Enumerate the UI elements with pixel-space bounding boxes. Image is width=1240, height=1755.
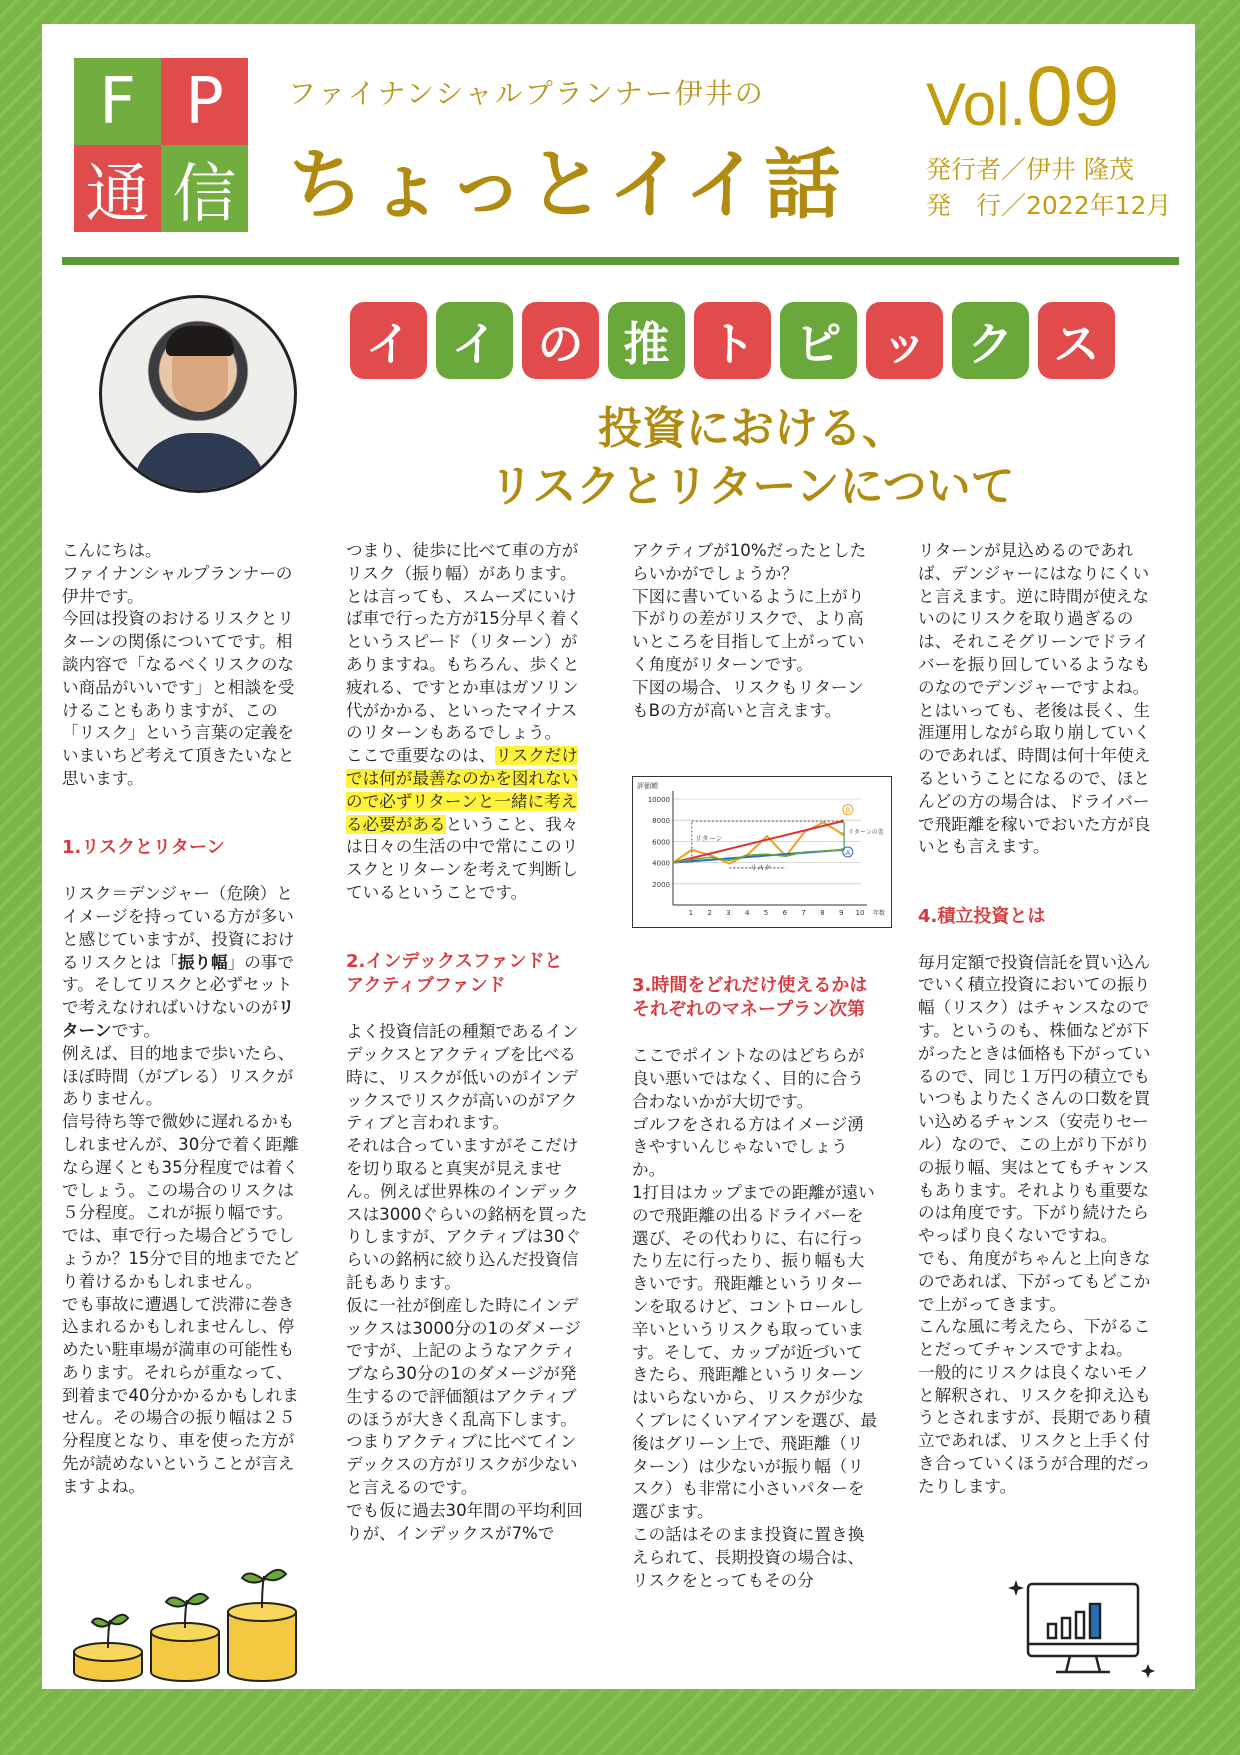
topics-banner [350, 302, 1115, 379]
x-axis-label: 年数 [873, 910, 886, 917]
section-4-para: こんな風に考えたら、下がることだってチャンスですよね。 [918, 1317, 1151, 1360]
topic-char-box: の [522, 302, 599, 379]
coins-sprout-icon [60, 1564, 300, 1684]
risk-return-chart [632, 776, 892, 928]
monitor-chart-icon [1008, 1574, 1158, 1684]
annotation-risk: リスク [750, 864, 771, 873]
topic-char-box: ッ [866, 302, 943, 379]
section-3-para: この話はそのまま投資に置き換えられて、長期投資の場合は、リスクをとってもその分 [632, 1524, 865, 1590]
x-tick-label: 3 [726, 909, 731, 917]
col3-para: 下図に書いているように上がり下がりの差がリスクで、より高いところを目指して上がっていく角度がリターンです。 [632, 586, 865, 674]
section-3-para: 1打目はカップまでの距離が遠いので飛距離の出るドライバーを選び、その代わりに、右に行ったり左に行ったり、振り幅も大きいです。飛距離というリターンを取るけど、コントロールし辛いというリスクも取っています。そして、カップが近づいてきたら、飛距離というリターンはいらないから、リスクが少なくブレにくいアイアンを選び、最後はグリーン上で、飛距離（リターン）は少ないが振り幅（リスク）も非常に小さいパターを選びます。 [632, 1182, 877, 1522]
publisher: 発行者／伊井 隆茂 [926, 155, 1134, 184]
topic-char-box: イ [436, 302, 513, 379]
intro-greeting: こんにちは。 [62, 541, 162, 560]
logo-cell-shin: 信 [161, 145, 248, 232]
x-tick-label: 8 [820, 909, 825, 917]
section-3-para: ここでポイントなのはどちらが良い悪いではなく、目的に合う合わないかが大切です。 [632, 1046, 865, 1111]
annotation-return: リターン [694, 834, 723, 843]
col3-para: 下図の場合、リスクもリターンもBの方が高いと言えます。 [632, 677, 864, 720]
intro-body: 今回は投資のおけるリスクとリターンの関係についてです。相談内容で「なるべくリスクのない商品がいいです」と相談を受けることもありますが、この「リスク」という言葉の定義をいまいちど考えて頂きたいなと思います。 [62, 609, 295, 788]
logo-cell-f: F [74, 58, 161, 145]
column-4 [918, 540, 1164, 1499]
sec1-text-a: リスク＝デンジャー（危険）とイメージを持っている方が多いと感じていますが、投資におけるリスクとは「 [62, 884, 295, 972]
x-tick-label: 6 [782, 909, 788, 917]
topic-char-box: ト [694, 302, 771, 379]
col2-para-1: つまり、徒歩に比べて車の方がリスク（振り幅）があります。とは言っても、スムーズにいけば車で行った方が15分早く着くというスピード（リターン）がありますね。もちろん、歩くと疲れる、ですとか車はガソリン代がかかる、といったマイナスのリターンもあるでしょう。 [346, 541, 583, 743]
label-a: A [845, 849, 851, 857]
sec1-text-e: です。 [111, 1020, 160, 1040]
section-4-title: 4.積立投資とは [918, 905, 1046, 927]
highlighted-key-point: リスクだけでは何が最善なのかを図れないので必ずリターンと一緒に考える必要がある [346, 746, 579, 834]
series-endpoint [841, 832, 844, 835]
portrait-hair [166, 326, 234, 356]
series-line-B [673, 822, 842, 863]
newsletter-page [42, 24, 1195, 1689]
section-4-para: 毎月定額で投資信託を買い込んでいく積立投資においての振り幅（リスク）はチャンスなのです。というのも、株価などが下がったときは価格も下がっているので、同じ１万円の積立でもいつもよりたくさんの口数を買い込めるチャンス（安売りセール）なので、この上がり下がりの振り幅、実はとてもチャンスもあります。それよりも重要なのは角度です。下がり続けたらやっぱり良くないですね。 [918, 952, 1151, 1246]
section-1-para: でも事故に遭遇して渋滞に巻き込まれるかもしれませんし、停めたい駐車場が満車の可能性もあります。それらが重なって、到着まで40分かかるかもしれません。その場合の振り幅は２５分程度となり、車を使った方が先が読めないということが言えますよね。 [62, 1294, 299, 1496]
sec1-bold-return: リターン [62, 998, 295, 1040]
column-1 [62, 540, 308, 1499]
x-tick-label: 4 [744, 909, 750, 917]
column-2 [346, 540, 592, 1545]
section-4-para: 一般的にリスクは良くないモノと解釈され、リスクを抑え込もうとされますが、長期であり積立であれば、リスクと上手く付き合っていくほうが合理的だったりします。 [918, 1362, 1151, 1496]
issue-date: 発 行／2022年12月 [926, 191, 1172, 220]
y-tick-label: 2000 [652, 880, 670, 889]
section-2-para: それは合っていますがそこだけを切り取ると真実が見えません。例えば世界株のインデックスは3000ぐらいの銘柄を買ったりしますが、アクティブは30ぐらいの銘柄に絞り込んだ投資信託もあります。 [346, 1136, 588, 1292]
publication-info [926, 152, 1171, 224]
y-axis-label: 評価額 [637, 782, 658, 790]
col4-para-1: リターンが見込めるのであれば、デンジャーにはなりにくいと言えます。逆に時間が使えないのにリスクを取り過ぎるのは、それこそグリーンでドライバーを振り回しているようなものなのでデンジャーですよね。とはいっても、老後は長く、生涯運用しながら取り崩していくのであれば、時間は何十年使えるということになるので、ほとんどの方の場合は、ドライバーで飛距離を稼いでおいた方が良いとも言えます。 [918, 541, 1151, 857]
column-3 [632, 540, 878, 1592]
x-tick-label: 5 [763, 909, 769, 917]
section-2-title [346, 950, 592, 998]
section-1-para: 例えば、目的地まで歩いたら、ほぼ時間（がブレる）リスクがありません。 [62, 1043, 295, 1109]
section-1-title: 1.リスクとリターン [62, 837, 225, 859]
sec1-text-c: 」の事です。そしてリスクと必ずセットで考えなければいけないのが [62, 952, 294, 1018]
x-tick-label: 10 [855, 909, 865, 917]
topic-char-box: ピ [780, 302, 857, 379]
intro-self: ファイナンシャルプランナーの伊井です。 [62, 563, 293, 606]
col2-para-2 [346, 745, 592, 905]
x-tick-label: 1 [688, 909, 694, 917]
section-4-para: でも、角度がちゃんと上向きなのであれば、下がってもどこかで上がってきます。 [918, 1248, 1151, 1314]
section-3-title-2: それぞれのマネープラン次第 [632, 999, 866, 1021]
col3-para: アクティブが10%だったとしたらいかがでしょうか？ [632, 541, 867, 583]
label-b: B [845, 806, 851, 815]
section-2-para: つまりアクティブに比べてインデックスの方がリスクが少ないと言えるのです。 [346, 1432, 578, 1498]
section-1-para: では、車で行った場合どうでしょうか？15分で目的地までたどり着けるかもしれません。 [62, 1226, 299, 1291]
section-3-title-1: 3.時間をどれだけ使えるかは [632, 975, 868, 997]
article-headline [342, 400, 1162, 516]
newsletter-subtitle: ファイナンシャルプランナー伊井の [288, 77, 765, 110]
fp-logo [74, 58, 248, 232]
x-tick-label: 2 [707, 909, 712, 917]
header-divider [62, 257, 1179, 265]
section-1-lead [62, 883, 308, 1043]
section-2-para: でも仮に過去30年間の平均利回りが、インデックスが7%で [346, 1500, 583, 1543]
volume-label: Vol. [926, 71, 1027, 138]
section-2-para: よく投資信託の種類であるインデックスとアクティブを比べる時に、リスクが低いのがインデックスでリスクが高いのがアクティブと言われます。 [346, 1022, 579, 1133]
x-tick-label: 7 [801, 909, 806, 917]
logo-cell-tsu: 通 [74, 145, 161, 232]
headline-line-1: 投資における、 [598, 403, 906, 454]
logo-cell-p: P [161, 58, 248, 145]
annotation-return-diff: リターンの差 [847, 828, 884, 836]
topic-char-box: ス [1038, 302, 1115, 379]
section-2-para: 仮に一社が倒産した時にインデックスは3000分の1のダメージですが、上記のようなアクティブなら30分の1のダメージが発生するので評価額はアクティブのほうが大きく乱高下します。 [346, 1295, 581, 1429]
col2-para-2-a: ここで重要なのは、 [346, 746, 496, 766]
y-tick-label: 10000 [647, 796, 670, 804]
section-3-para: ゴルフをされる方はイメージ湧きやすいんじゃないでしょうか。 [632, 1114, 864, 1180]
portrait-shirt [132, 433, 267, 493]
volume-value: 09 [1026, 49, 1120, 143]
topic-char-box: イ [350, 302, 427, 379]
topic-char-box: ク [952, 302, 1029, 379]
section-1-para: 信号待ち等で微妙に遅れるかもしれませんが、30分で着く距離なら遅くとも35分程度では着くでしょう。この場合のリスクは５分程度。これが振り幅です。 [62, 1112, 299, 1223]
sec1-bold-furihaba: 振り幅 [177, 952, 228, 972]
x-tick-label: 9 [838, 909, 844, 917]
y-tick-label: 4000 [652, 859, 670, 868]
y-tick-label: 6000 [652, 838, 670, 847]
section-2-title-2: アクティブファンド [346, 975, 506, 997]
topic-char-box: 推 [608, 302, 685, 379]
author-portrait [99, 295, 297, 493]
section-3-title [632, 974, 878, 1022]
y-tick-label: 8000 [652, 817, 670, 826]
col2-para-2-b: ということ、我々は日々の生活の中で常にこのリスクとリターンを考えて判断しているということです。 [346, 814, 579, 902]
newsletter-title: ちょっとイイ話 [288, 140, 845, 229]
headline-line-2: リスクとリターンについて [489, 461, 1015, 512]
section-2-title-1: 2.インデックスファンドと [346, 951, 563, 973]
risk-return-chart-svg [633, 777, 891, 927]
volume-number [926, 48, 1120, 145]
